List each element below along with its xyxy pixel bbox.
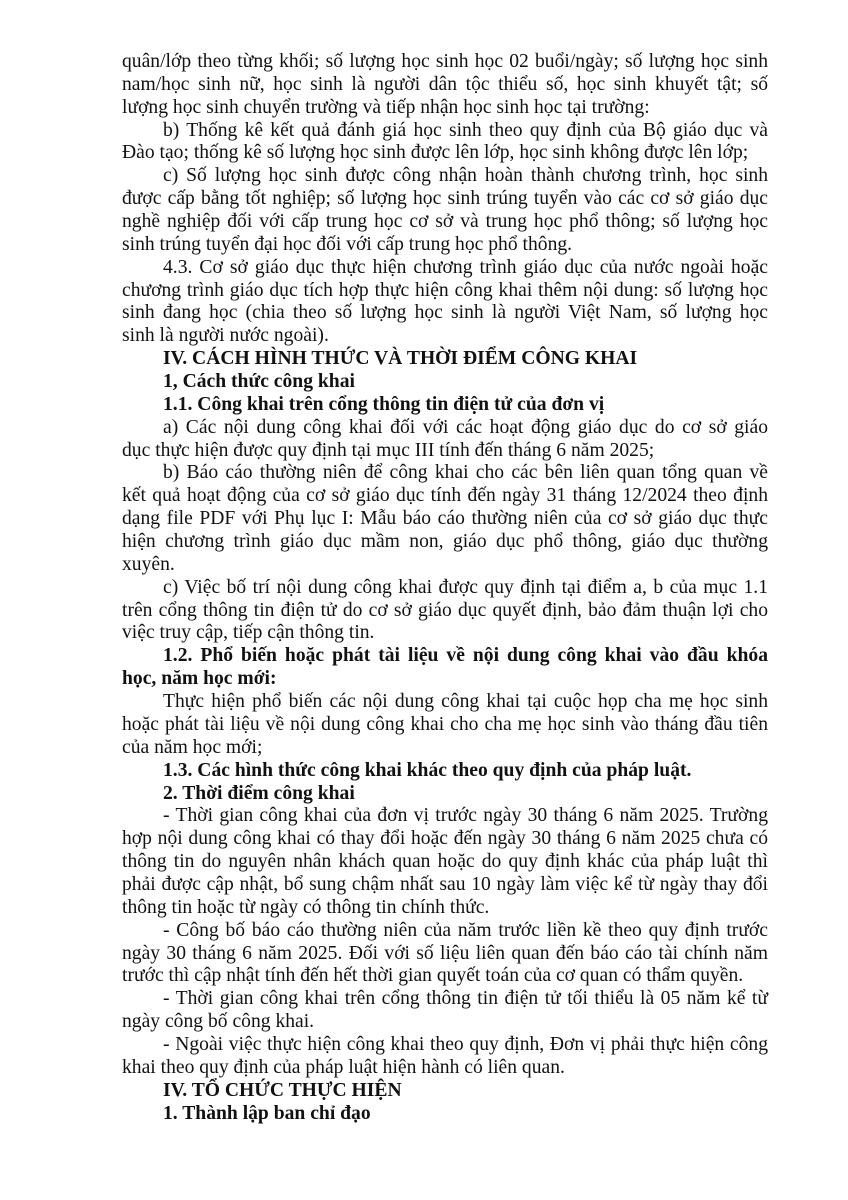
section-heading <box>122 371 768 394</box>
paragraph <box>122 51 768 120</box>
text-line: phải được cập nhật, bổ sung chậm nhất sau 10 ngày làm việc kể từ ngày thay đổi <box>122 873 768 895</box>
text-line: trước thì cập nhật tính đến hết thời gian quyết toán của cơ quan có thẩm quyền. <box>122 965 744 987</box>
text-line: sinh là người nước ngoài). <box>122 325 329 347</box>
text-line: được cấp bằng tốt nghiệp; số lượng học sinh trúng tuyển vào các cơ sở giáo dục <box>122 188 768 210</box>
paragraph <box>122 165 768 256</box>
heading-line: IV. TỔ CHỨC THỰC HIỆN <box>163 1079 402 1101</box>
paragraph <box>122 577 768 646</box>
text-line: lượng học sinh chuyển trường và tiếp nhận học sinh học tại trường: <box>122 96 650 118</box>
text-line: quân/lớp theo từng khối; số lượng học sinh học 02 buổi/ngày; số lượng học sinh <box>122 51 768 72</box>
section-heading <box>122 394 768 417</box>
text-line: nam/học sinh nữ, học sinh là người dân tộc thiểu số, học sinh khuyết tật; số <box>122 73 768 95</box>
heading-line: 1.2. Phổ biến hoặc phát tài liệu về nội dung công khai vào đầu khóa <box>163 645 768 667</box>
text-line: - Thời gian công khai trên cổng thông tin điện tử tối thiểu là 05 năm kể từ <box>163 988 768 1010</box>
text-line: b) Báo cáo thường niên để công khai cho các bên liên quan tổng quan về <box>163 462 768 484</box>
text-line: - Thời gian công khai của đơn vị trước ngày 30 tháng 6 năm 2025. Trường <box>163 805 768 827</box>
text-line: c) Việc bố trí nội dung công khai được quy định tại điểm a, b của mục 1.1 <box>163 576 768 598</box>
text-line: Đào tạo; thống kê số lượng học sinh được lên lớp, học sinh không được lên lớp; <box>122 142 749 164</box>
heading-line: 2. Thời điểm công khai <box>163 782 355 804</box>
paragraph <box>122 1034 768 1080</box>
heading-line: 1, Cách thức công khai <box>163 371 355 393</box>
paragraph <box>122 988 768 1034</box>
paragraph <box>122 920 768 989</box>
text-line: - Công bố báo cáo thường niên của năm trước liền kề theo quy định trước <box>163 919 768 941</box>
text-line: dạng file PDF với Phụ lục I: Mẫu báo cáo thường niên của cơ sở giáo dục thực <box>122 508 768 530</box>
paragraph <box>122 462 768 576</box>
text-line: thông tin hoặc từ ngày có thông tin chính thức. <box>122 896 490 918</box>
text-line: hợp nội dung công khai có thay đổi hoặc đến ngày 30 tháng 6 năm 2025 chưa có <box>122 828 768 850</box>
text-line: sinh trúng tuyển đại học đối với cấp trung học phổ thông. <box>122 233 573 255</box>
heading-line: IV. CÁCH HÌNH THỨC VÀ THỜI ĐIỂM CÔNG KHAI <box>163 348 638 370</box>
paragraph <box>122 417 768 463</box>
text-line: hiện chương trình giáo dục mầm non, giáo dục phổ thông, giáo dục thường <box>122 531 768 553</box>
paragraph <box>122 120 768 166</box>
heading-line: 1.1. Công khai trên cổng thông tin điện tử của đơn vị <box>163 393 605 415</box>
text-line: kết quả hoạt động của cơ sở giáo dục tính đến ngày 31 tháng 12/2024 theo định <box>122 485 768 507</box>
text-line: - Ngoài việc thực hiện công khai theo quy định, Đơn vị phải thực hiện công <box>163 1033 768 1055</box>
paragraph <box>122 805 768 919</box>
section-heading <box>122 645 768 691</box>
text-line: ngày 30 tháng 6 năm 2025. Đối với số liệu liên quan đến báo cáo tài chính năm <box>122 942 768 964</box>
section-heading <box>122 1080 768 1103</box>
text-line: chương trình giáo dục tích hợp thực hiện công khai thêm nội dung: số lượng học <box>122 279 768 301</box>
text-line: của năm học mới; <box>122 736 263 758</box>
text-line: a) Các nội dung công khai đối với các hoạt động giáo dục do cơ sở giáo <box>163 416 768 438</box>
heading-line: 1. Thành lập ban chỉ đạo <box>163 1102 371 1124</box>
text-line: hoặc phát tài liệu về nội dung công khai cho cha mẹ học sinh vào tháng đầu tiên <box>122 713 768 735</box>
section-heading <box>122 783 768 806</box>
section-heading <box>122 348 768 371</box>
text-line: xuyên. <box>122 553 175 575</box>
document-page <box>122 51 768 1125</box>
section-heading <box>122 760 768 783</box>
heading-line: học, năm học mới: <box>122 668 277 690</box>
text-line: Thực hiện phổ biến các nội dung công khai tại cuộc họp cha mẹ học sinh <box>163 691 768 713</box>
paragraph <box>122 691 768 760</box>
heading-line: 1.3. Các hình thức công khai khác theo quy định của pháp luật. <box>163 759 692 781</box>
text-line: khai theo quy định của pháp luật hiện hành có liên quan. <box>122 1056 565 1078</box>
text-line: trên cổng thông tin điện tử do cơ sở giáo dục quyết định, bảo đảm thuận lợi cho <box>122 599 768 621</box>
text-line: việc truy cập, tiếp cận thông tin. <box>122 622 375 644</box>
text-line: 4.3. Cơ sở giáo dục thực hiện chương trình giáo dục của nước ngoài hoặc <box>163 256 768 278</box>
text-line: nghề nghiệp đối với cấp trung học cơ sở và trung học phổ thông; số lượng học <box>122 211 768 233</box>
section-heading <box>122 1103 768 1126</box>
text-line: thông tin do nguyên nhân khách quan hoặc do quy định khác của pháp luật thì <box>122 851 768 873</box>
paragraph <box>122 257 768 348</box>
text-line: ngày công bố công khai. <box>122 1011 315 1033</box>
text-line: dục thực hiện được quy định tại mục III tính đến tháng 6 năm 2025; <box>122 439 655 461</box>
text-line: b) Thống kê kết quả đánh giá học sinh theo quy định của Bộ giáo dục và <box>163 119 768 141</box>
text-line: sinh đang học (chia theo số lượng học sinh là người Việt Nam, số lượng học <box>122 302 768 324</box>
text-line: c) Số lượng học sinh được công nhận hoàn thành chương trình, học sinh <box>163 165 768 187</box>
